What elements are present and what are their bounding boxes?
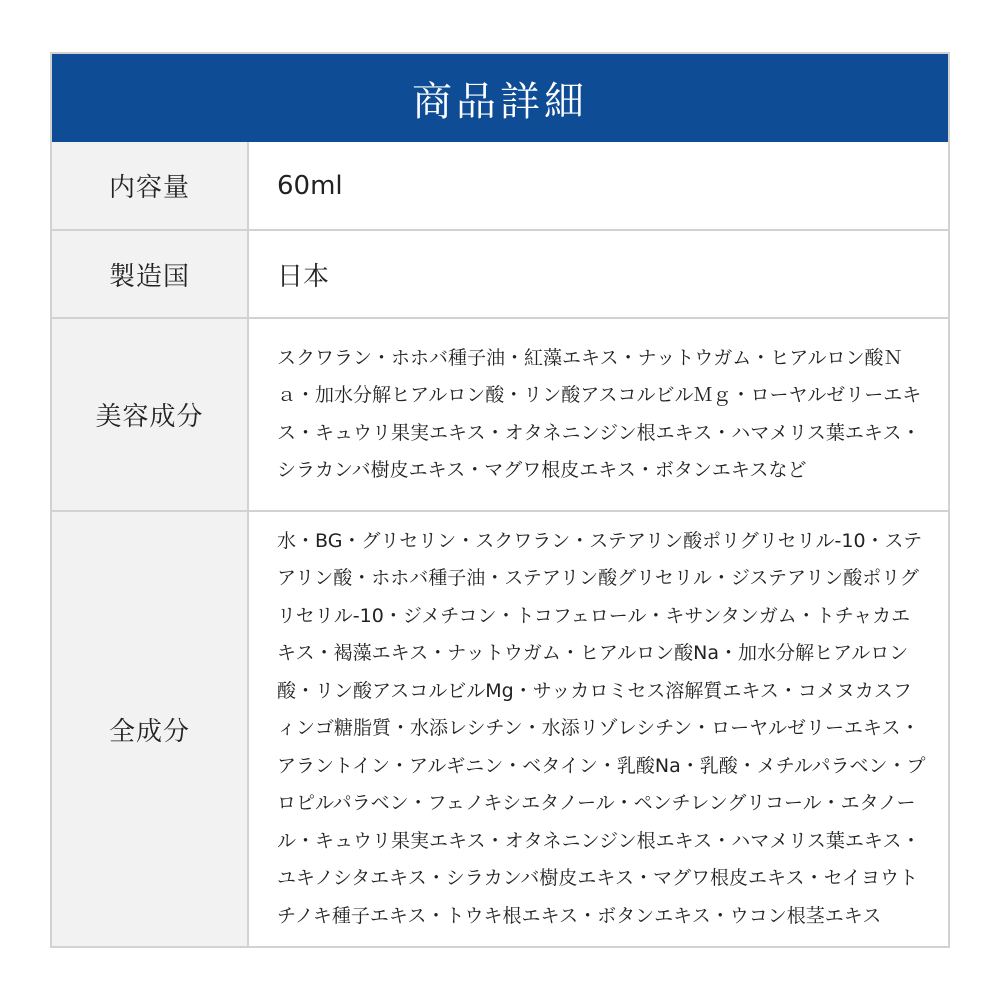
country-text: 日本 xyxy=(277,261,330,292)
row-value-beauty-ingredients xyxy=(249,319,948,510)
row-volume xyxy=(52,142,948,229)
row-label-volume: 内容量 xyxy=(52,142,249,229)
row-label-country: 製造国 xyxy=(52,231,249,317)
row-value-all-ingredients xyxy=(249,512,948,946)
row-all-ingredients xyxy=(52,510,948,946)
table-title: 商品詳細 xyxy=(412,78,588,125)
beauty-ingredients-text: スクワラン・ホホバ種子油・紅藻エキス・ナットウガム・ヒアルロン酸Ｎａ・加水分解ヒアルロン酸・リン酸アスコルビルＭｇ・ローヤルゼリーエキス・キュウリ果実エキス・オタネニンジン根エキス・ハマメリス葉エキス・シラカンバ樹皮エキス・マグワ根皮エキス・ボタンエキスなど xyxy=(277,346,922,481)
row-label-all-ingredients: 全成分 xyxy=(52,512,249,946)
row-value-country xyxy=(249,231,948,317)
all-ingredients-text: 水・BG・グリセリン・スクワラン・ステアリン酸ポリグリセリル-10・ステアリン酸・ホホバ種子油・ステアリン酸グリセリル・ジステアリン酸ポリグリセリル-10・ジメチコン・トコフェロール・キサンタンガム・トチャカエキス・褐藻エキス・ナットウガム・ヒアルロン酸Na・加水分解ヒアルロン酸・リン酸アスコルビルMg・サッカロミセス溶解質エキス・コメヌカスフィンゴ糖脂質・水添レシチン・水添リゾレシチン・ローヤルゼリーエキス・アラントイン・アルギニン・ベタイン・乳酸Na・乳酸・メチルパラベン・プロピルパラベン・フェノキシエタノール・ペンチレングリコール・エタノール・キュウリ果実エキス・オタネニンジン根エキス・ハマメリス葉エキス・ユキノシタエキス・シラカンバ樹皮エキス・マグワ根皮エキス・セイヨウトチノキ種子エキス・トウキ根エキス・ボタンエキス・ウコン根茎エキス xyxy=(277,529,926,927)
volume-text: 60ml xyxy=(277,170,343,201)
product-details-table xyxy=(50,52,950,948)
row-beauty-ingredients xyxy=(52,317,948,510)
row-country xyxy=(52,229,948,317)
row-value-volume xyxy=(249,142,948,229)
row-label-beauty-ingredients: 美容成分 xyxy=(52,319,249,510)
table-header xyxy=(52,54,948,142)
